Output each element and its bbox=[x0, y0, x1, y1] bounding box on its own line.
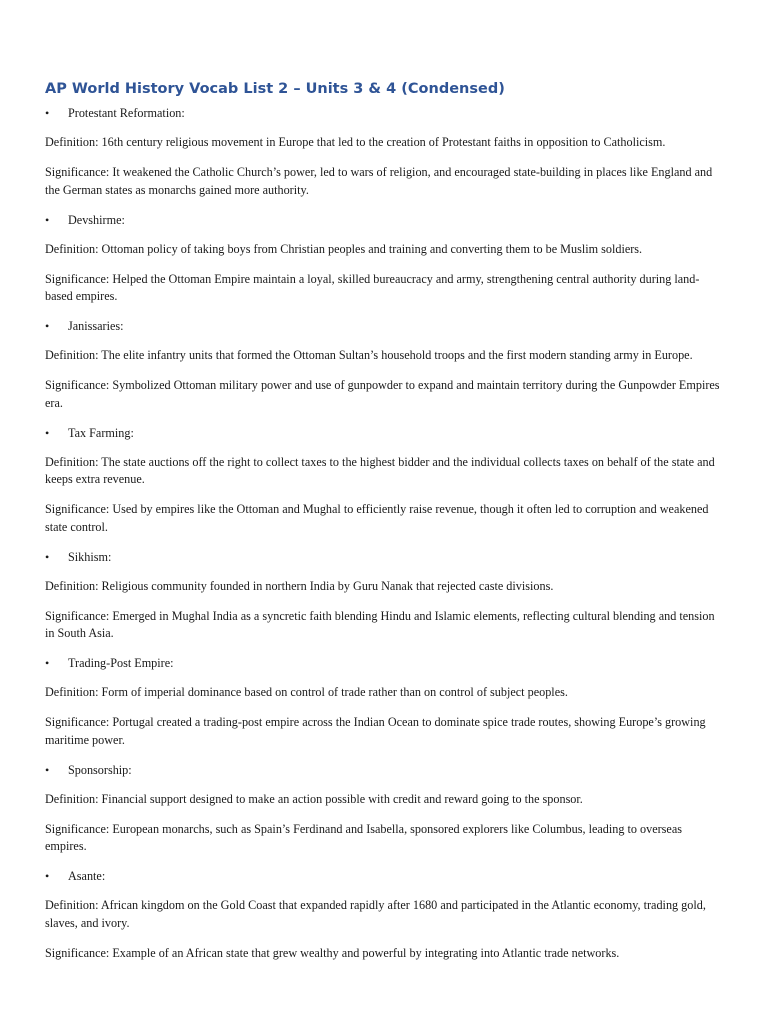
definition-text: Definition: Financial support designed to make an action possible with credit and reward going to the sponsor. bbox=[45, 791, 583, 806]
bullet-icon: • bbox=[45, 212, 50, 227]
term-bullet-item bbox=[45, 868, 725, 885]
term-label: Asante: bbox=[68, 869, 106, 883]
term-bullet-item bbox=[45, 549, 725, 566]
term-entry bbox=[45, 655, 725, 749]
definition-text: Definition: African kingdom on the Gold Coast that expanded rapidly after 1680 and participated in the Atlantic economy, trading gold, slaves, and ivory. bbox=[45, 898, 706, 930]
definition-text: Definition: The elite infantry units that formed the Ottoman Sultan’s household troops and the first modern standing army in Europe. bbox=[45, 348, 693, 362]
term-label: Devshirme: bbox=[68, 212, 125, 227]
significance-text: Significance: Emerged in Mughal India as a syncretic faith blending Hindu and Islamic elements, reflecting cultural blending and tension in South Asia. bbox=[45, 608, 715, 640]
significance-text: Significance: Used by empires like the Ottoman and Mughal to efficiently raise revenue, though it often led to corruption and weakened state control. bbox=[45, 502, 709, 534]
significance-text: Significance: It weakened the Catholic Church’s power, led to wars of religion, and encouraged state-building in places like England and the German states as monarchs gained more authority. bbox=[45, 165, 713, 197]
definition-text: Definition: The state auctions off the right to collect taxes to the highest bidder and the individual collects taxes on behalf of the state and keeps extra revenue. bbox=[45, 454, 715, 486]
document-page bbox=[45, 78, 725, 975]
term-bullet-item bbox=[45, 655, 725, 672]
bullet-icon: • bbox=[45, 549, 50, 564]
term-label: Janissaries: bbox=[68, 319, 124, 333]
significance-text: Significance: European monarchs, such as Spain’s Ferdinand and Isabella, sponsored explorers like Columbus, leading to overseas empires. bbox=[45, 821, 682, 853]
term-entry bbox=[45, 762, 725, 856]
bullet-icon: • bbox=[45, 762, 50, 777]
definition-text: Definition: 16th century religious movement in Europe that led to the creation of Protestant faiths in opposition to Catholicism. bbox=[45, 135, 666, 149]
bullet-icon: • bbox=[45, 319, 50, 333]
bullet-icon: • bbox=[45, 425, 50, 440]
term-entry bbox=[45, 318, 725, 412]
term-bullet-item bbox=[45, 425, 725, 442]
definition-text: Definition: Ottoman policy of taking boys from Christian peoples and training and converting them to be Muslim soldiers. bbox=[45, 241, 643, 256]
term-entry bbox=[45, 868, 725, 962]
term-entry bbox=[45, 105, 725, 199]
significance-text: Significance: Portugal created a trading-post empire across the Indian Ocean to dominate spice trade routes, showing Europe’s growing maritime power. bbox=[45, 715, 706, 747]
significance-text: Significance: Symbolized Ottoman military power and use of gunpowder to expand and maintain territory during the Gunpowder Empires era. bbox=[45, 378, 720, 410]
page-title: AP World History Vocab List 2 – Units 3 & 4 (Condensed) bbox=[45, 81, 505, 97]
term-label: Sponsorship: bbox=[68, 762, 132, 777]
definition-text: Definition: Religious community founded in northern India by Guru Nanak that rejected caste divisions. bbox=[45, 578, 554, 593]
term-label: Protestant Reformation: bbox=[68, 106, 185, 120]
term-entry bbox=[45, 549, 725, 643]
term-entry bbox=[45, 425, 725, 537]
term-entry bbox=[45, 212, 725, 306]
bullet-icon: • bbox=[45, 106, 50, 120]
significance-text: Significance: Example of an African state that grew wealthy and powerful by integrating into Atlantic trade networks. bbox=[45, 945, 620, 960]
definition-text: Definition: Form of imperial dominance based on control of trade rather than on control of subject peoples. bbox=[45, 685, 568, 699]
term-label: Sikhism: bbox=[68, 549, 112, 564]
bullet-icon: • bbox=[45, 869, 50, 883]
bullet-icon: • bbox=[45, 656, 50, 670]
term-bullet-item bbox=[45, 762, 725, 779]
term-bullet-item bbox=[45, 212, 725, 229]
term-label: Tax Farming: bbox=[68, 425, 134, 440]
significance-text: Significance: Helped the Ottoman Empire maintain a loyal, skilled bureaucracy and army, strengthening central authority during land-based empires. bbox=[45, 271, 700, 303]
term-bullet-item bbox=[45, 318, 725, 335]
term-bullet-item bbox=[45, 105, 725, 122]
term-label: Trading-Post Empire: bbox=[68, 656, 174, 670]
